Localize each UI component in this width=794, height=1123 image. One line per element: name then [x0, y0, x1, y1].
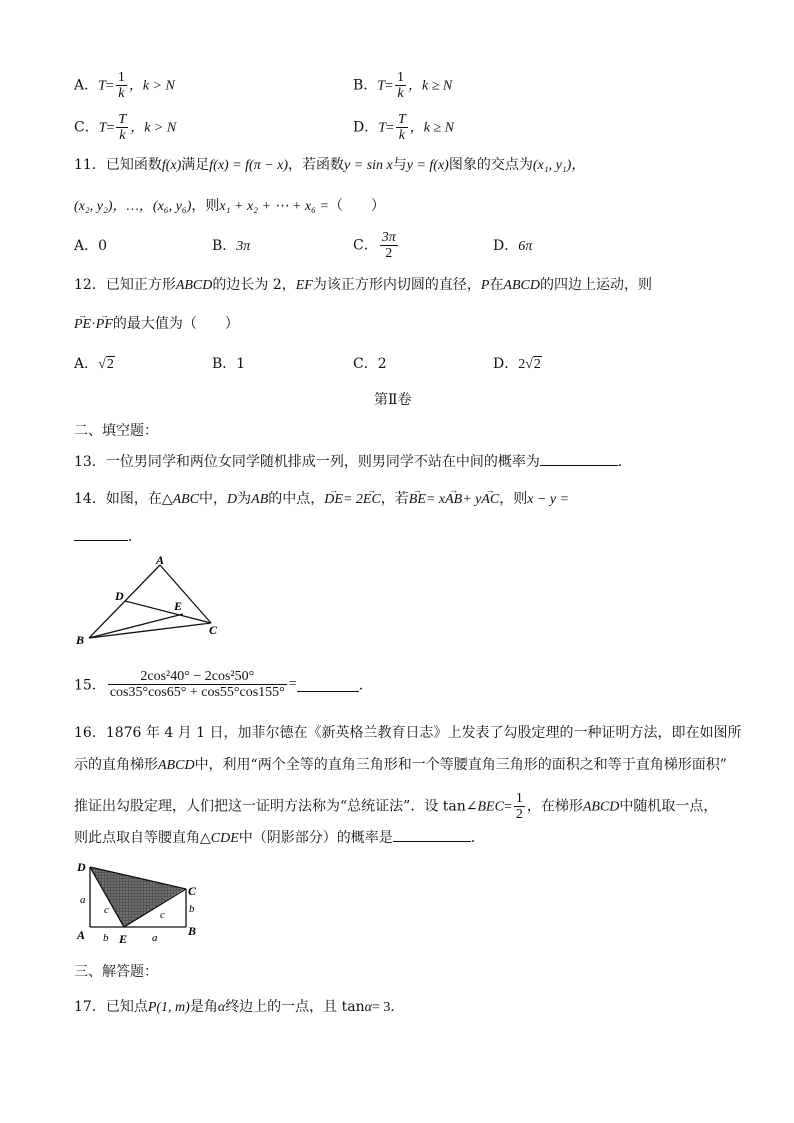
- q14-line1: [74, 489, 569, 510]
- math-var: T: [98, 120, 107, 136]
- q11-option-c: [353, 230, 400, 261]
- condition: ，k > N: [128, 78, 175, 94]
- edge-ba: [89, 565, 160, 638]
- q12-line2: [74, 314, 239, 335]
- math: △CDE: [200, 831, 239, 846]
- fraction: [514, 791, 525, 822]
- edge-bc: [89, 623, 211, 638]
- option-text: B．1: [212, 356, 246, 372]
- fraction: [396, 112, 408, 143]
- vector: → BE: [409, 490, 426, 510]
- equals: =: [385, 78, 393, 94]
- text: ，则: [191, 198, 220, 214]
- text: 中（阴影部分）的概率是: [238, 830, 393, 846]
- math: (x₁, y₁)，: [532, 158, 586, 173]
- q16-line2: [74, 755, 727, 776]
- text: ．: [128, 529, 142, 545]
- option-label: A．: [74, 356, 99, 372]
- q10-option-a: [74, 70, 175, 101]
- q11-option-d: [493, 236, 532, 257]
- math: α: [217, 1000, 226, 1015]
- equals: =: [106, 120, 115, 136]
- trapezoid-figure: [72, 855, 212, 945]
- option-label: C．: [353, 237, 378, 254]
- fraction-numerator: 2cos²40° − 2cos²50°: [108, 669, 287, 685]
- fraction-denominator: k: [118, 86, 125, 101]
- label-d: D: [77, 860, 86, 874]
- fraction-denominator: k: [119, 128, 126, 143]
- q16-line4: [74, 827, 485, 849]
- text: 的四边上运动，则: [539, 277, 652, 293]
- label-d: D: [115, 589, 124, 603]
- answer-blank[interactable]: [540, 451, 618, 466]
- text: 中，: [199, 491, 228, 507]
- segment-dc: [125, 601, 211, 623]
- q15: [74, 669, 373, 700]
- triangle-figure: [70, 552, 230, 648]
- text: ．: [617, 454, 632, 470]
- label-e: E: [119, 932, 128, 945]
- text: 12．已知正方形: [74, 277, 176, 293]
- label-e: E: [174, 599, 183, 613]
- label-a: A: [77, 928, 86, 942]
- fraction: [395, 70, 406, 101]
- math: = x: [425, 492, 446, 507]
- option-label: D．: [493, 238, 519, 254]
- text: 是角: [189, 999, 218, 1015]
- q12-option-c: [353, 354, 387, 374]
- sqrt-radicand: 2: [533, 357, 541, 372]
- fraction-numerator: 1: [117, 70, 125, 85]
- fraction-numerator: T: [397, 112, 406, 127]
- text: 为: [237, 491, 252, 507]
- option-text: A．0: [74, 238, 108, 254]
- label-b: B: [76, 633, 85, 647]
- math: f(x) = f(π − x): [209, 158, 289, 173]
- vector: → PE: [74, 315, 91, 335]
- text: 推证出勾股定理，人们把这一证明方法称为“总统证法”．设 tan∠: [74, 798, 478, 815]
- math: ABCD: [503, 278, 540, 293]
- condition: ，k > N: [130, 120, 177, 136]
- option-label: D．: [493, 356, 519, 372]
- condition: ，k ≥ N: [408, 78, 453, 94]
- text: ．: [358, 677, 373, 694]
- fraction-numerator: 1: [397, 70, 404, 85]
- math: EF: [295, 278, 313, 293]
- option-label: C．: [74, 119, 99, 136]
- option-text: C．2: [353, 356, 387, 372]
- q11-line1: [74, 155, 585, 176]
- condition: ，k ≥ N: [409, 120, 454, 136]
- vector: → PF: [96, 315, 113, 335]
- label-c: C: [188, 884, 197, 898]
- fraction-denominator: 2: [385, 246, 393, 261]
- text: 14．如图，在: [74, 491, 162, 507]
- vector: → AC: [481, 490, 499, 510]
- text: ，若函数: [288, 157, 345, 173]
- text: 11．已知函数: [74, 157, 162, 173]
- text: 与: [392, 157, 407, 173]
- edge-ac: [160, 565, 211, 623]
- label-c: C: [209, 623, 218, 637]
- math: 6π: [518, 239, 533, 254]
- sqrt-radicand: 2: [106, 357, 114, 372]
- math: BEC: [477, 799, 504, 815]
- q10-option-d: [353, 112, 454, 143]
- math: ABCD: [582, 799, 620, 815]
- q12-option-b: [212, 354, 245, 374]
- text: 17．已知点: [74, 999, 148, 1015]
- math: y = f(x): [406, 158, 449, 173]
- fraction: [116, 70, 127, 101]
- text: ．: [470, 830, 485, 846]
- q11-option-a: [74, 236, 107, 256]
- math-var: T: [377, 78, 386, 94]
- text: 的中点，: [268, 491, 325, 507]
- option-label: D．: [353, 119, 379, 136]
- coefficient: 2: [518, 357, 526, 372]
- text: 图象的交点为: [448, 157, 533, 173]
- q16-line3: [74, 791, 717, 822]
- text: （ ）: [328, 198, 385, 214]
- text: ，在梯形: [526, 798, 583, 815]
- text: 则此点取自等腰直角: [74, 830, 200, 846]
- text: 示的直角梯形: [74, 757, 158, 773]
- fraction: [108, 669, 287, 700]
- math: α: [364, 1000, 372, 1015]
- vector: → AB: [445, 490, 462, 510]
- text: 中，利用“两个全等的直角三角形和一个等腰直角三角形的面积之和等于直角梯形面积”: [194, 757, 727, 773]
- fraction-denominator: k: [397, 86, 404, 101]
- section-heading-solve: 三、解答题：: [74, 964, 158, 980]
- math: P: [480, 278, 490, 293]
- text: 13．一位男同学和两位女同学随机排成一列，则男同学不站在中间的概率为: [74, 454, 540, 470]
- q12-option-a: [74, 354, 115, 375]
- math: △ABC: [161, 492, 200, 507]
- text: 为该正方形内切圆的直径，: [312, 277, 481, 293]
- vector: → DE: [324, 490, 343, 510]
- math: x − y =: [527, 492, 570, 507]
- math: x₁ + x₂ + ⋯ + x₆ =: [219, 199, 329, 214]
- label-b: B: [188, 924, 197, 938]
- fraction-denominator: 2: [515, 807, 523, 822]
- math: f(x): [161, 158, 182, 173]
- text: = 3．: [372, 1000, 405, 1015]
- answer-blank[interactable]: [297, 677, 359, 692]
- text: 中随机取一点，: [619, 798, 718, 815]
- text: 的最大值为（ ）: [112, 316, 239, 332]
- text: ，则: [499, 491, 528, 507]
- fraction-numerator: 3π: [381, 230, 396, 245]
- q13: [74, 451, 632, 472]
- label-side-a: a: [80, 894, 86, 906]
- fraction-numerator: 1: [515, 791, 523, 806]
- fraction-numerator: T: [118, 112, 127, 127]
- math: D: [227, 492, 238, 507]
- math: 3π: [236, 239, 251, 254]
- fraction-denominator: k: [398, 128, 405, 143]
- text: 满足: [181, 157, 210, 173]
- text: 的边长为 2，: [212, 277, 296, 293]
- q10-option-c: [74, 112, 176, 143]
- option-label: B．: [212, 238, 237, 254]
- answer-blank[interactable]: [74, 526, 128, 541]
- label-side-c2: c: [160, 909, 165, 921]
- sqrt-sign: √: [525, 357, 533, 372]
- text: ，若: [380, 491, 409, 507]
- label-a: A: [156, 553, 165, 567]
- label-side-b2: b: [103, 932, 109, 944]
- label-side-c: c: [104, 904, 109, 916]
- equals: =: [386, 120, 394, 136]
- q14-line2: [74, 526, 142, 547]
- math: + y: [462, 492, 482, 507]
- q16-line1: 16．1876 年 4 月 1 日，加菲尔德在《新英格兰教育日志》上发表了勾股定理的一种证明方法，即在如图所: [74, 725, 742, 741]
- q11-line2: [74, 196, 385, 217]
- math-var: T: [98, 78, 106, 94]
- label-side-b: b: [189, 903, 195, 915]
- shaded-triangle-cde: [90, 867, 184, 927]
- math: P(1, m): [147, 1000, 190, 1015]
- q17: [74, 997, 404, 1018]
- label-side-a2: a: [152, 932, 158, 944]
- fraction-denominator: cos35°cos65° + cos55°cos155°: [109, 685, 285, 700]
- dot-operator: ·: [91, 317, 96, 332]
- equals: =: [288, 676, 297, 692]
- math: AB: [251, 492, 269, 507]
- q10-option-b: [353, 70, 452, 101]
- fraction: [116, 112, 128, 143]
- math: ABCD: [158, 758, 195, 773]
- section-heading-fill: 二、填空题：: [74, 423, 158, 439]
- q12-line1: [74, 275, 652, 296]
- sqrt-sign: √: [98, 357, 106, 372]
- equals: =: [503, 799, 512, 815]
- math-var: T: [378, 120, 387, 136]
- vector: → EC: [363, 490, 381, 510]
- math: y = sin x: [344, 158, 393, 173]
- q12-option-d: [493, 354, 542, 375]
- text: 在: [489, 277, 504, 293]
- text: 15．: [74, 677, 106, 694]
- equals: =: [105, 78, 114, 94]
- fraction: [380, 230, 398, 261]
- math: (x₂, y₂)，…，(x₆, y₆): [74, 199, 192, 214]
- text: 终边上的一点，且 tan: [225, 999, 365, 1015]
- q11-option-b: [212, 236, 250, 257]
- option-label: A．: [74, 77, 99, 94]
- answer-blank[interactable]: [393, 827, 471, 842]
- section-title: 第Ⅱ卷: [374, 392, 412, 408]
- option-label: B．: [353, 77, 378, 94]
- math: ABCD: [175, 278, 213, 293]
- math: = 2: [342, 492, 363, 507]
- segment-be: [89, 614, 183, 638]
